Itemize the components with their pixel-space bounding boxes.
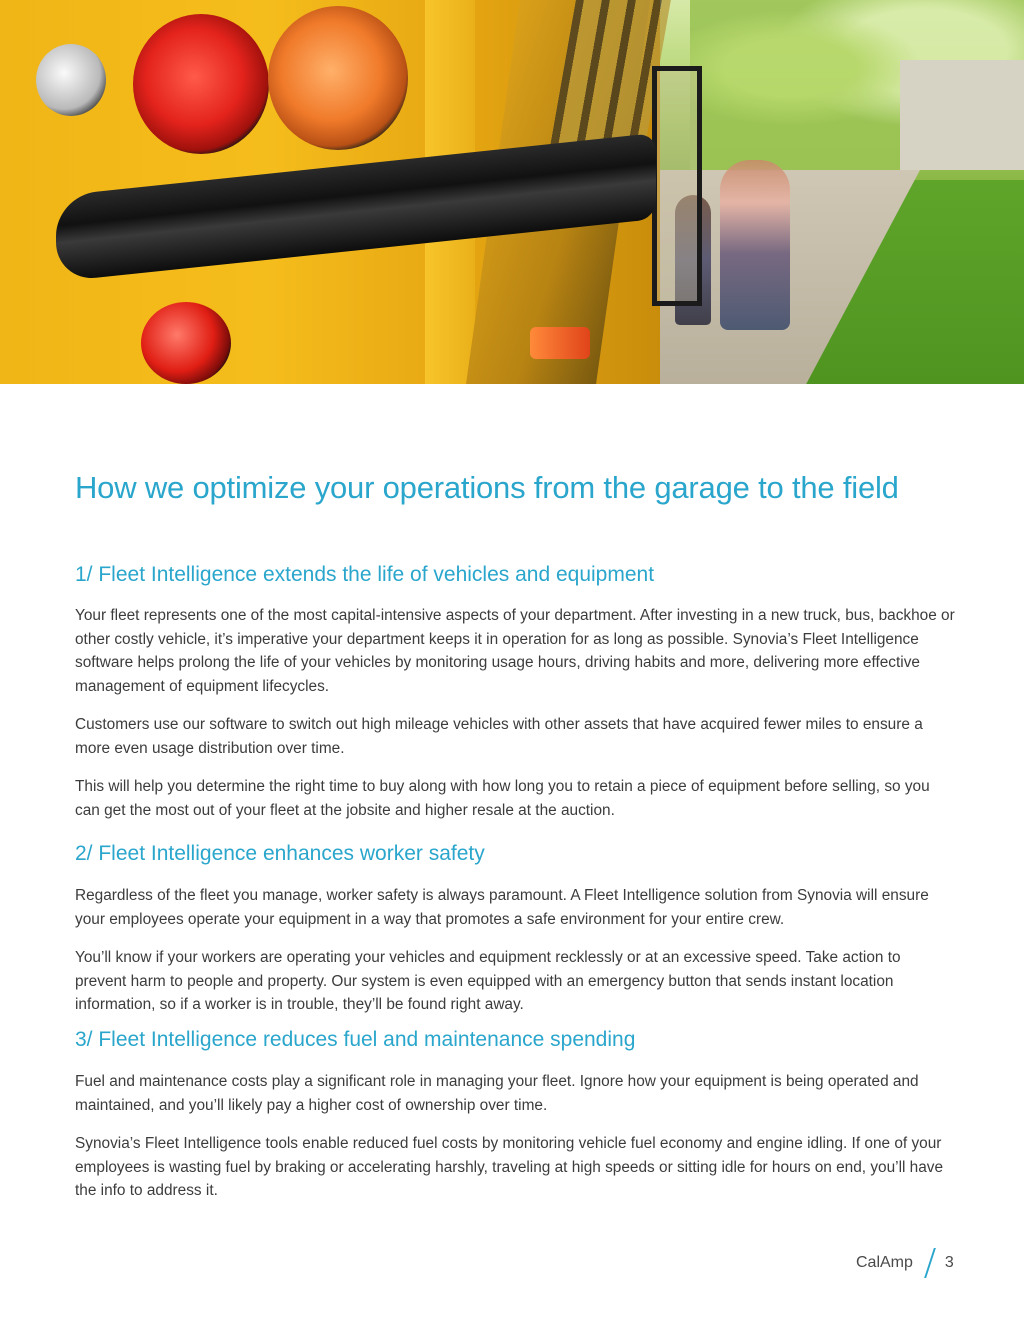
section-3-paragraph-1: Fuel and maintenance costs play a significant role in managing your fleet. Ignore how your equipment is being operated and maintained, and you’ll likely pay a higher cost of ownership over time. <box>75 1073 919 1114</box>
photo-red-lamp <box>133 14 269 154</box>
section-3-heading: 3/ Fleet Intelligence reduces fuel and maintenance spending <box>75 1028 636 1051</box>
section-1-paragraph-1: Your fleet represents one of the most capital-intensive aspects of your department. After investing in a new truck, bus, backhoe or other costly vehicle, it’s imperative your department keeps it in operation for as long as possible. Synovia’s Fleet Intelligence software helps prolong the life of your vehicles by monitoring usage hours, driving habits and more, delivering more effective management of equipment lifecycles. <box>75 607 955 695</box>
hero-photo <box>0 0 1024 384</box>
section-2-paragraph-2: You’ll know if your workers are operating your vehicles and equipment recklessly or at an excessive speed. Take action to prevent harm to people and property. Our system is even equipped with an emergency button that sends instant location information, so if a worker is in trouble, they’ll be found right away. <box>75 949 901 1013</box>
section-2-heading: 2/ Fleet Intelligence enhances worker safety <box>75 842 485 865</box>
footer-divider <box>924 1248 936 1278</box>
photo-children <box>720 160 790 330</box>
photo-stop-lamp <box>141 302 231 384</box>
photo-house <box>900 60 1024 170</box>
photo-bus-door <box>652 66 702 306</box>
section-3-paragraph-2: Synovia’s Fleet Intelligence tools enable reduced fuel costs by monitoring vehicle fuel economy and engine idling. If one of your employees is wasting fuel by braking or accelerating harshly, traveling at high speeds or sitting idle for hours on end, you’ll have the info to address it. <box>75 1135 944 1199</box>
section-1-heading: 1/ Fleet Intelligence extends the life of vehicles and equipment <box>75 563 655 586</box>
footer-brand: CalAmp <box>856 1254 913 1271</box>
page-title: How we optimize your operations from the garage to the field <box>75 470 899 505</box>
page-footer <box>856 1246 954 1280</box>
page-number: 3 <box>944 1254 954 1271</box>
section-1-paragraph-3: This will help you determine the right time to buy along with how long you to retain a piece of equipment before selling, so you can get the most out of your fleet at the jobsite and higher resale at the auction. <box>75 778 930 819</box>
section-1-paragraph-2: Customers use our software to switch out high mileage vehicles with other assets that have acquired fewer miles to ensure a more even usage distribution over time. <box>75 716 923 757</box>
photo-white-lamp <box>36 44 106 116</box>
section-2-paragraph-1: Regardless of the fleet you manage, worker safety is always paramount. A Fleet Intelligence solution from Synovia will ensure your employees operate your equipment in a way that promotes a safe environment for your entire crew. <box>75 887 929 928</box>
photo-amber-lamp <box>268 6 408 150</box>
photo-marker-lamp <box>530 327 590 359</box>
